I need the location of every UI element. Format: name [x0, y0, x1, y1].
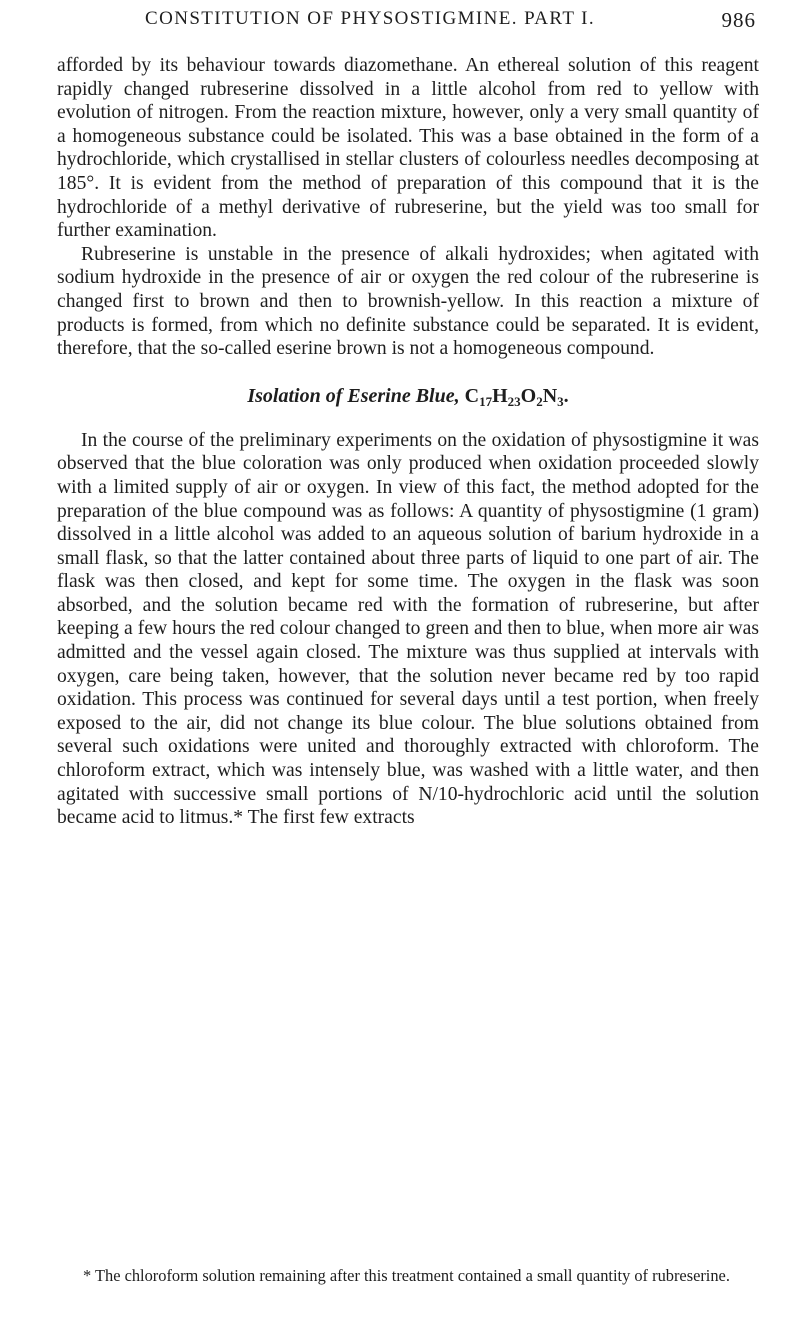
molecular-formula: [465, 385, 569, 407]
formula-count-o: 2: [536, 393, 543, 409]
formula-terminal: .: [563, 384, 569, 407]
section-heading-text: Isolation of Eserine Blue,: [247, 384, 460, 407]
article-body: [57, 54, 759, 830]
formula-element-o: O: [520, 384, 537, 407]
formula-element-c: C: [464, 384, 480, 407]
formula-element-n: N: [542, 384, 558, 407]
footnote: * The chloroform solution remaining after this treatment contained a small quantity of rubreserine.: [83, 1266, 730, 1285]
section-heading: [57, 383, 759, 409]
formula-element-h: H: [492, 384, 508, 407]
formula-count-c: 17: [479, 393, 493, 409]
page-number: 986: [721, 8, 756, 32]
paragraph-diazomethane: afforded by its behaviour towards diazomethane. An ethereal solution of this reagent rapidly changed rubreserine dissolved in a little alcohol from red to yellow with evolution of nitrogen. From the reaction mixture, however, only a very small quantity of a homogeneous substance could be isolated. This was a base obtained in the form of a hydrochloride, which crystallised in stellar clusters of colourless needles decomposing at 185°. It is evident from the method of preparation of this compound that it is the hydrochloride of a methyl derivative of rubreserine, but the yield was too small for further examination.: [57, 55, 759, 242]
formula-count-h: 23: [507, 393, 521, 409]
running-head: [70, 2, 760, 38]
paragraph-alkali-instability: Rubreserine is unstable in the presence of alkali hydroxides; when agitated with sodium hydroxide in the presence of air or oxygen the red colour of the rubreserine is changed first to brown and then to brownish-yellow. In this reaction a mixture of products is formed, from which no definite substance could be separated. It is evident, therefore, that the so-called eserine brown is not a homogeneous compound.: [57, 243, 759, 360]
running-title: CONSTITUTION OF PHYSOSTIGMINE. PART I.: [145, 8, 596, 29]
paragraph-eserine-blue-method: In the course of the preliminary experiments on the oxidation of physostigmine it was observed that the blue coloration was only produced when oxidation proceeded slowly with a limited supply of air or oxygen. In view of this fact, the method adopted for the preparation of the blue compound was as follows: A quantity of physostigmine (1 gram) dissolved in a little alcohol was added to an aqueous solution of barium hydroxide in a small flask, so that the latter contained about three parts of liquid to one part of air. The flask was then closed, and kept for some time. The oxygen in the flask was soon absorbed, and the solution became red with the formation of rubreserine, but after keeping a few hours the red colour changed to green and then to blue, when more air was admitted and the vessel again closed. The mixture was thus supplied at intervals with oxygen, care being taken, however, that the solution never became red by too rapid oxidation. This process was continued for several days until a test portion, when freely exposed to the air, did not change its blue colour. The blue solutions obtained from several such oxidations were united and thoroughly extracted with chloroform. The chloroform extract, which was intensely blue, was washed with a little water, and then agitated with successive small portions of N/10-hydrochloric acid until the solution became acid to litmus.* The first few extracts: [57, 429, 759, 829]
formula-count-n: 3: [557, 393, 564, 409]
